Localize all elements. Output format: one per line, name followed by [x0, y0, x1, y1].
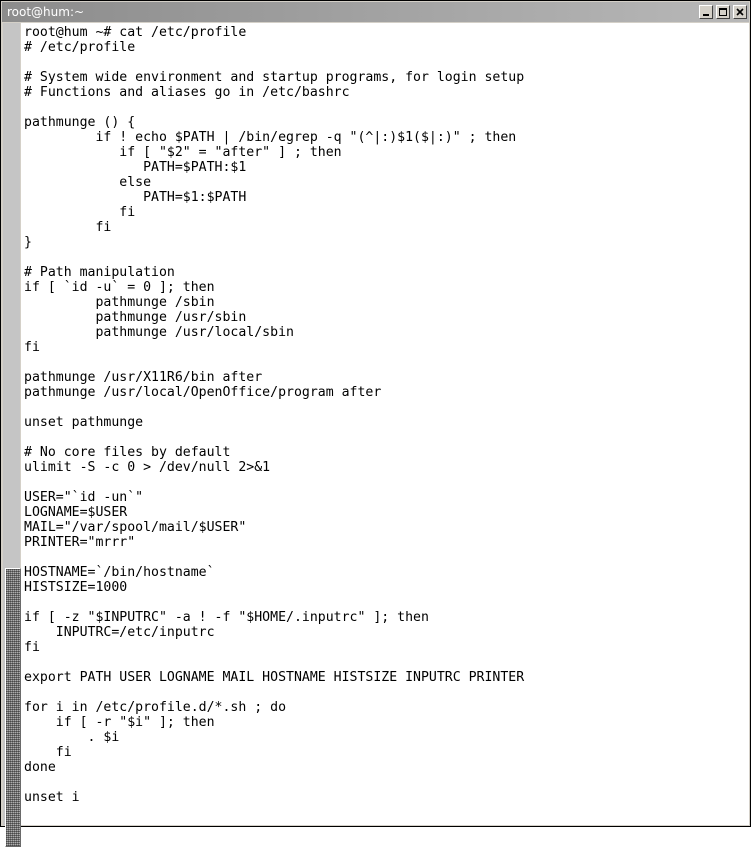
scrollbar-thumb[interactable] — [5, 568, 21, 847]
close-button[interactable] — [733, 5, 747, 19]
title-bar[interactable] — [2, 2, 749, 22]
terminal-output[interactable] — [21, 23, 749, 825]
close-icon — [735, 7, 745, 17]
minimize-icon — [701, 7, 711, 17]
terminal-text: root@hum ~# cat /etc/profile # /etc/profile # System wide environment and startup programs, for login setup # Functions and aliases go in /etc/bashrc pathmunge () { if ! echo $PATH | /bin/egrep -q "(^|:)$1($|:)" ; then if [ "$2" = "after" ] ; then PATH=$PATH:$1 else PATH=$1:$PATH fi fi } # Path manipulation if [ `id -u` = 0 ]; then pathmunge /sbin pathmunge /usr/sbin pathmunge /usr/local/sbin fi pathmunge /usr/X11R6/bin after pathmunge /usr/local/OpenOffice/program after unset pathmunge # No core files by default ulimit -S -c 0 > /dev/null 2>&1 USER="`id -un`" LOGNAME=$USER MAIL="/var/spool/mail/$USER" PRINTER="mrrr" HOSTNAME=`/bin/hostname` HISTSIZE=1000 if [ -z "$INPUTRC" -a ! -f "$HOME/.inputrc" ]; then INPUTRC=/etc/inputrc fi export PATH USER LOGNAME MAIL HOSTNAME HISTSIZE INPUTRC PRINTER for i in /etc/profile.d/*.sh ; do if [ -r "$i" ]; then . $i fi done unset i — [24, 25, 525, 805]
maximize-icon — [718, 7, 728, 17]
vertical-scrollbar[interactable] — [3, 23, 20, 825]
window-title: root@hum:~ — [7, 5, 85, 19]
maximize-button[interactable] — [716, 5, 730, 19]
minimize-button[interactable] — [699, 5, 713, 19]
